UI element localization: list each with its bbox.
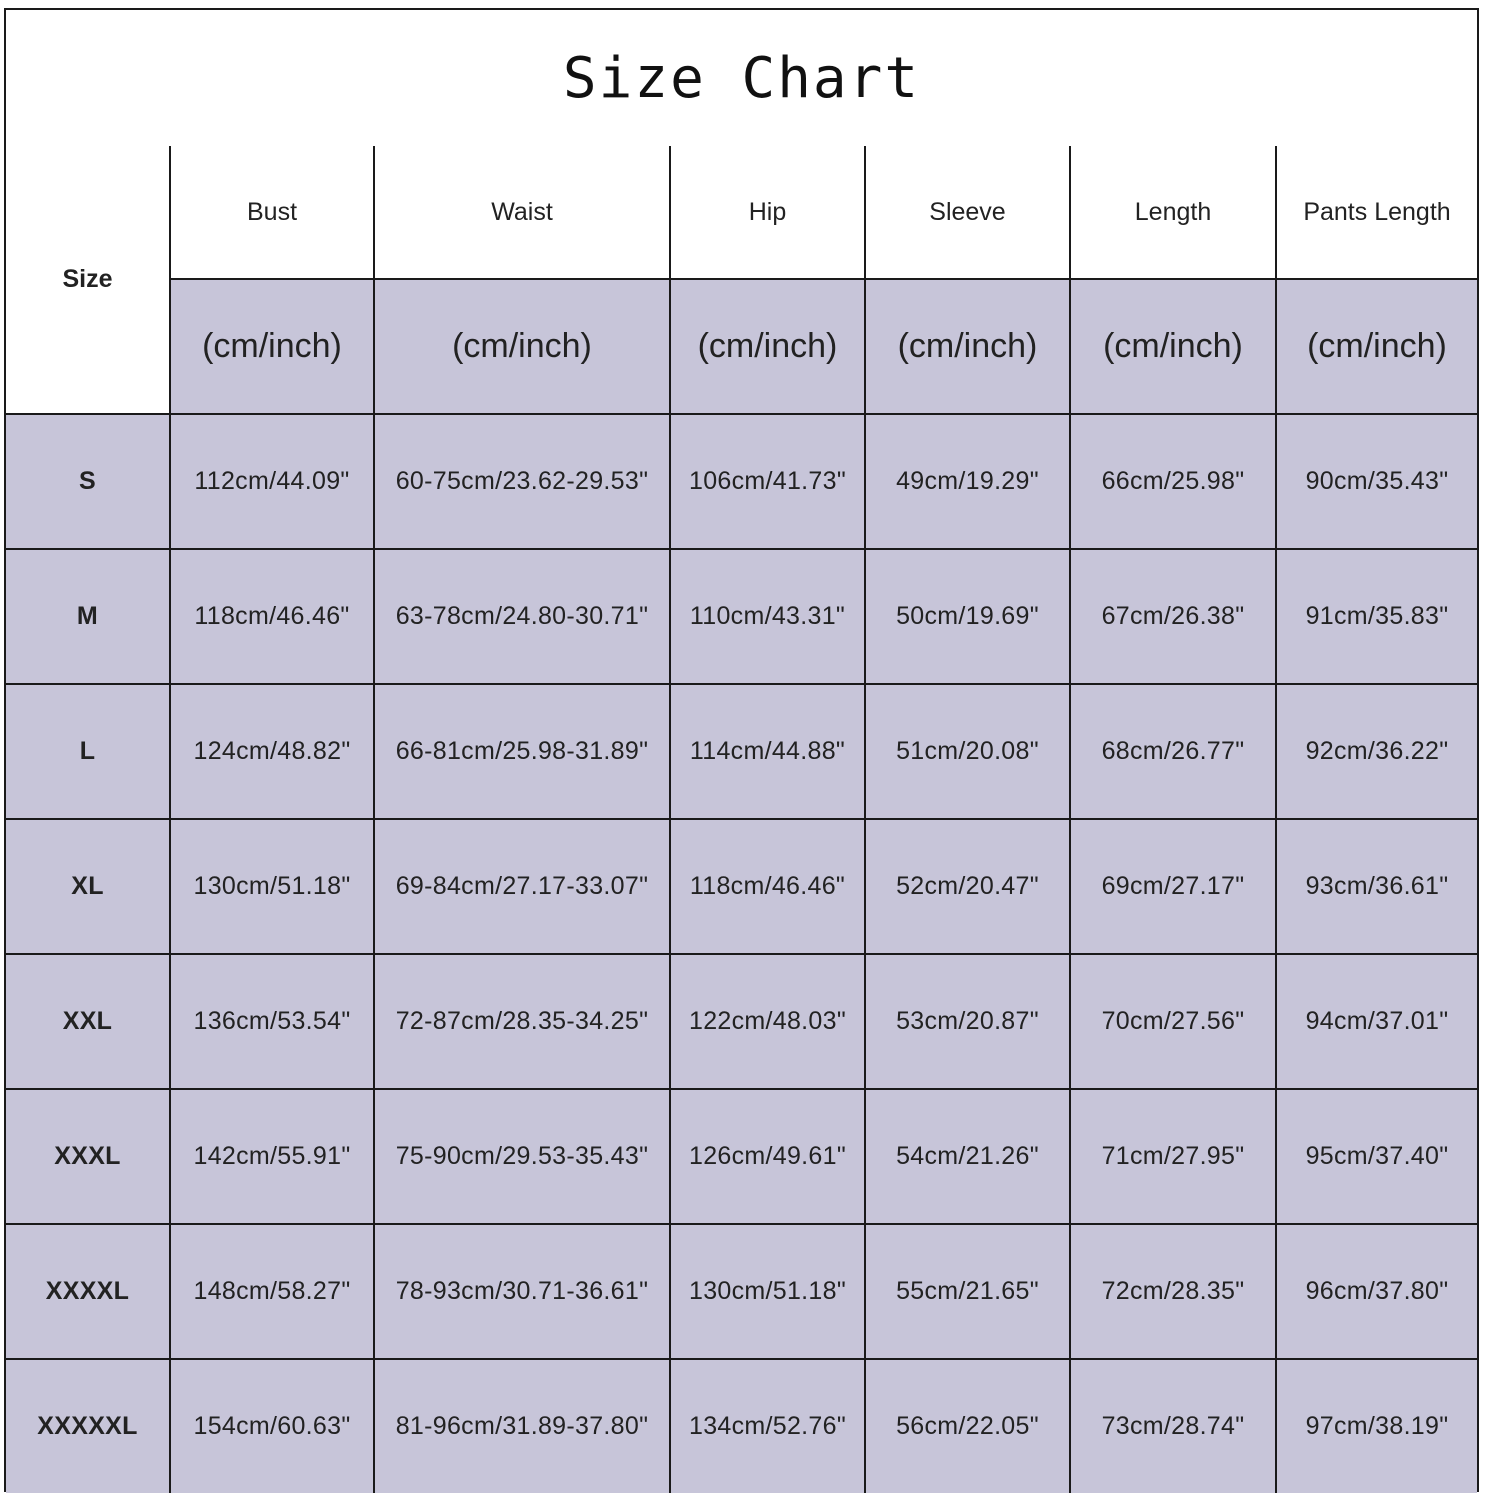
table-cell: 112cm/44.09" bbox=[170, 414, 374, 549]
table-cell: 63-78cm/24.80-30.71" bbox=[374, 549, 670, 684]
unit-label: (cm/inch) bbox=[1070, 279, 1276, 414]
table-cell: 130cm/51.18" bbox=[170, 819, 374, 954]
table-cell: 66-81cm/25.98-31.89" bbox=[374, 684, 670, 819]
table-row bbox=[6, 414, 1477, 549]
size-label: XXL bbox=[6, 954, 170, 1089]
table-cell: 114cm/44.88" bbox=[670, 684, 865, 819]
table-cell: 130cm/51.18" bbox=[670, 1224, 865, 1359]
size-column-header: Size bbox=[6, 146, 170, 414]
table-cell: 95cm/37.40" bbox=[1276, 1089, 1477, 1224]
table-cell: 49cm/19.29" bbox=[865, 414, 1070, 549]
table-row bbox=[6, 819, 1477, 954]
size-label: L bbox=[6, 684, 170, 819]
table-cell: 96cm/37.80" bbox=[1276, 1224, 1477, 1359]
header-row bbox=[6, 146, 1477, 279]
table-cell: 72-87cm/28.35-34.25" bbox=[374, 954, 670, 1089]
table-cell: 66cm/25.98" bbox=[1070, 414, 1276, 549]
table-cell: 118cm/46.46" bbox=[170, 549, 374, 684]
table-cell: 73cm/28.74" bbox=[1070, 1359, 1276, 1493]
table-cell: 106cm/41.73" bbox=[670, 414, 865, 549]
table-cell: 67cm/26.38" bbox=[1070, 549, 1276, 684]
table-cell: 94cm/37.01" bbox=[1276, 954, 1477, 1089]
table-cell: 136cm/53.54" bbox=[170, 954, 374, 1089]
table-cell: 122cm/48.03" bbox=[670, 954, 865, 1089]
table-row bbox=[6, 684, 1477, 819]
unit-label: (cm/inch) bbox=[1276, 279, 1477, 414]
size-label: XXXL bbox=[6, 1089, 170, 1224]
table-cell: 142cm/55.91" bbox=[170, 1089, 374, 1224]
table-row bbox=[6, 1089, 1477, 1224]
unit-label: (cm/inch) bbox=[374, 279, 670, 414]
table-row bbox=[6, 549, 1477, 684]
unit-row bbox=[6, 279, 1477, 414]
table-cell: 97cm/38.19" bbox=[1276, 1359, 1477, 1493]
table-cell: 68cm/26.77" bbox=[1070, 684, 1276, 819]
table-cell: 53cm/20.87" bbox=[865, 954, 1070, 1089]
table-cell: 69-84cm/27.17-33.07" bbox=[374, 819, 670, 954]
table-cell: 78-93cm/30.71-36.61" bbox=[374, 1224, 670, 1359]
table-cell: 50cm/19.69" bbox=[865, 549, 1070, 684]
title-row bbox=[6, 10, 1477, 148]
table-cell: 126cm/49.61" bbox=[670, 1089, 865, 1224]
table-row bbox=[6, 954, 1477, 1089]
table-cell: 55cm/21.65" bbox=[865, 1224, 1070, 1359]
size-table bbox=[6, 146, 1477, 1493]
size-label: M bbox=[6, 549, 170, 684]
table-cell: 71cm/27.95" bbox=[1070, 1089, 1276, 1224]
column-header-bust: Bust bbox=[170, 146, 374, 279]
table-cell: 70cm/27.56" bbox=[1070, 954, 1276, 1089]
column-header-length: Length bbox=[1070, 146, 1276, 279]
table-cell: 75-90cm/29.53-35.43" bbox=[374, 1089, 670, 1224]
table-cell: 51cm/20.08" bbox=[865, 684, 1070, 819]
size-label: XXXXL bbox=[6, 1224, 170, 1359]
table-cell: 90cm/35.43" bbox=[1276, 414, 1477, 549]
size-label: XXXXXL bbox=[6, 1359, 170, 1493]
size-label: XL bbox=[6, 819, 170, 954]
table-cell: 154cm/60.63" bbox=[170, 1359, 374, 1493]
column-header-waist: Waist bbox=[374, 146, 670, 279]
table-cell: 54cm/21.26" bbox=[865, 1089, 1070, 1224]
size-chart bbox=[4, 8, 1479, 1492]
table-cell: 56cm/22.05" bbox=[865, 1359, 1070, 1493]
unit-label: (cm/inch) bbox=[670, 279, 865, 414]
table-cell: 118cm/46.46" bbox=[670, 819, 865, 954]
table-row bbox=[6, 1359, 1477, 1493]
table-cell: 134cm/52.76" bbox=[670, 1359, 865, 1493]
chart-title: Size Chart bbox=[562, 45, 921, 111]
column-header-hip: Hip bbox=[670, 146, 865, 279]
size-label: S bbox=[6, 414, 170, 549]
table-cell: 81-96cm/31.89-37.80" bbox=[374, 1359, 670, 1493]
table-cell: 91cm/35.83" bbox=[1276, 549, 1477, 684]
column-header-sleeve: Sleeve bbox=[865, 146, 1070, 279]
table-cell: 69cm/27.17" bbox=[1070, 819, 1276, 954]
table-cell: 93cm/36.61" bbox=[1276, 819, 1477, 954]
table-cell: 72cm/28.35" bbox=[1070, 1224, 1276, 1359]
table-cell: 52cm/20.47" bbox=[865, 819, 1070, 954]
table-cell: 92cm/36.22" bbox=[1276, 684, 1477, 819]
unit-label: (cm/inch) bbox=[170, 279, 374, 414]
unit-label: (cm/inch) bbox=[865, 279, 1070, 414]
table-cell: 124cm/48.82" bbox=[170, 684, 374, 819]
table-row bbox=[6, 1224, 1477, 1359]
table-cell: 60-75cm/23.62-29.53" bbox=[374, 414, 670, 549]
column-header-pants-length: Pants Length bbox=[1276, 146, 1477, 279]
table-cell: 110cm/43.31" bbox=[670, 549, 865, 684]
table-cell: 148cm/58.27" bbox=[170, 1224, 374, 1359]
